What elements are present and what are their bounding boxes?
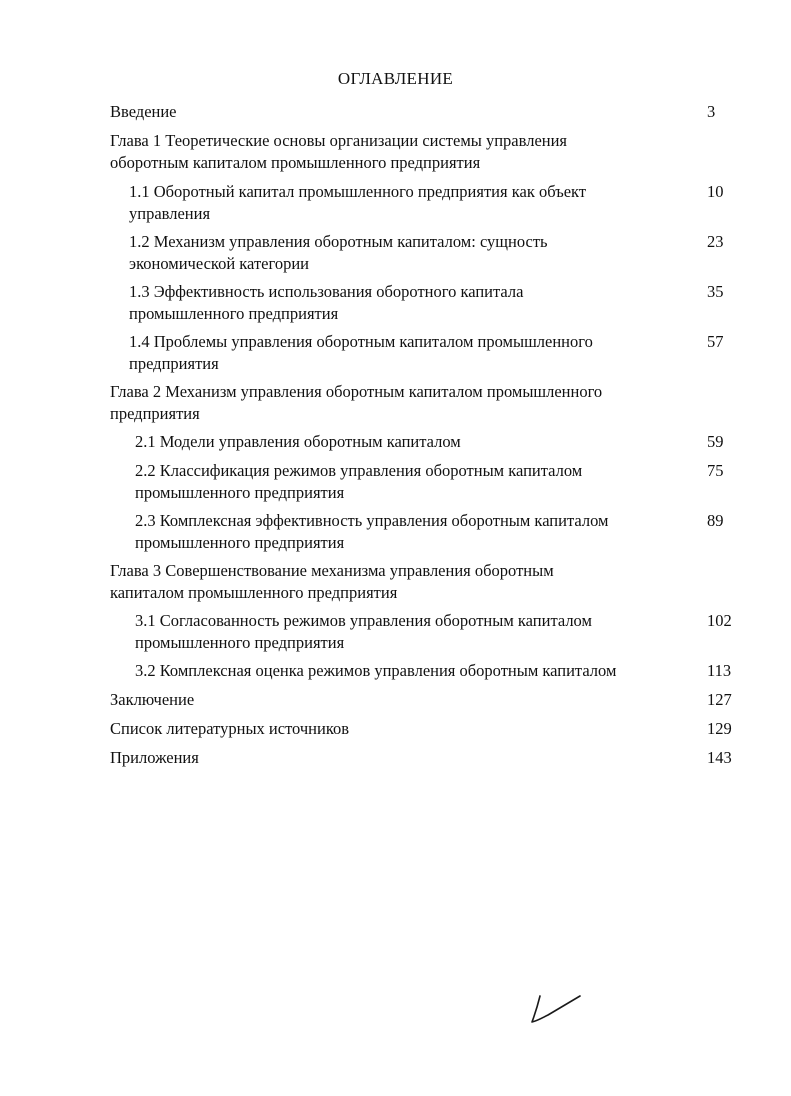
- toc-entry-text: Глава 3 Совершенствование механизма управления оборотным: [110, 561, 554, 580]
- toc-entry-text: Список литературных источников: [110, 719, 350, 738]
- toc-entry-page: 35: [707, 282, 724, 301]
- toc-entry-page: 127: [707, 690, 732, 709]
- toc-entry-text: промышленного предприятия: [129, 304, 339, 323]
- toc-entry-page: 23: [707, 232, 724, 251]
- toc-entry-text: 2.2 Классификация режимов управления оборотным капиталом: [135, 461, 583, 480]
- toc-entry-text: 1.1 Оборотный капитал промышленного предприятия как объект: [129, 182, 587, 201]
- toc-entry-text: 3.2 Комплексная оценка режимов управления оборотным капиталом: [135, 661, 617, 680]
- toc-entry-text: Заключение: [110, 690, 195, 709]
- toc-entry-text: Приложения: [110, 748, 199, 767]
- toc-entry-text: 2.3 Комплексная эффективность управления оборотным капиталом: [135, 511, 609, 530]
- toc-entry-text: 1.2 Механизм управления оборотным капиталом: сущность: [129, 232, 548, 251]
- toc-entry-text: 1.4 Проблемы управления оборотным капиталом промышленного: [129, 332, 593, 351]
- toc-entry-page: 89: [707, 511, 724, 530]
- toc-entry-page: 102: [707, 611, 732, 630]
- toc-entry-text: экономической категории: [129, 254, 310, 273]
- signature-mark: [528, 994, 584, 1028]
- toc-entry-text: 1.3 Эффективность использования оборотного капитала: [129, 282, 524, 301]
- toc-entry-text: Глава 1 Теоретические основы организации системы управления: [110, 131, 568, 150]
- toc-entry-page: 129: [707, 719, 732, 738]
- toc-entry-page: 10: [707, 182, 724, 201]
- toc-entry-page: 57: [707, 332, 724, 351]
- toc-entry-text: промышленного предприятия: [135, 483, 345, 502]
- toc-entry-page: 59: [707, 432, 724, 451]
- toc-entry-page: 143: [707, 748, 732, 767]
- toc-entry-text: оборотным капиталом промышленного предприятия: [110, 153, 481, 172]
- toc-entry-text: предприятия: [129, 354, 219, 373]
- toc-entry-page: 113: [707, 661, 732, 680]
- page-title: ОГЛАВЛЕНИЕ: [337, 69, 454, 88]
- toc-entry-text: управления: [129, 204, 211, 223]
- toc-entry-text: промышленного предприятия: [135, 633, 345, 652]
- toc-entry-text: промышленного предприятия: [135, 533, 345, 552]
- toc-entry-page: 3: [707, 102, 716, 121]
- toc-entry-text: Глава 2 Механизм управления оборотным капиталом промышленного: [110, 382, 603, 401]
- toc-entry-page: 75: [707, 461, 724, 480]
- toc-entry-text: 3.1 Согласованность режимов управления оборотным капиталом: [135, 611, 592, 630]
- toc-entry-text: 2.1 Модели управления оборотным капиталом: [135, 432, 461, 451]
- toc-entry-text: Введение: [110, 102, 177, 121]
- toc-entry-text: капиталом промышленного предприятия: [110, 583, 398, 602]
- toc-entry-text: предприятия: [110, 404, 200, 423]
